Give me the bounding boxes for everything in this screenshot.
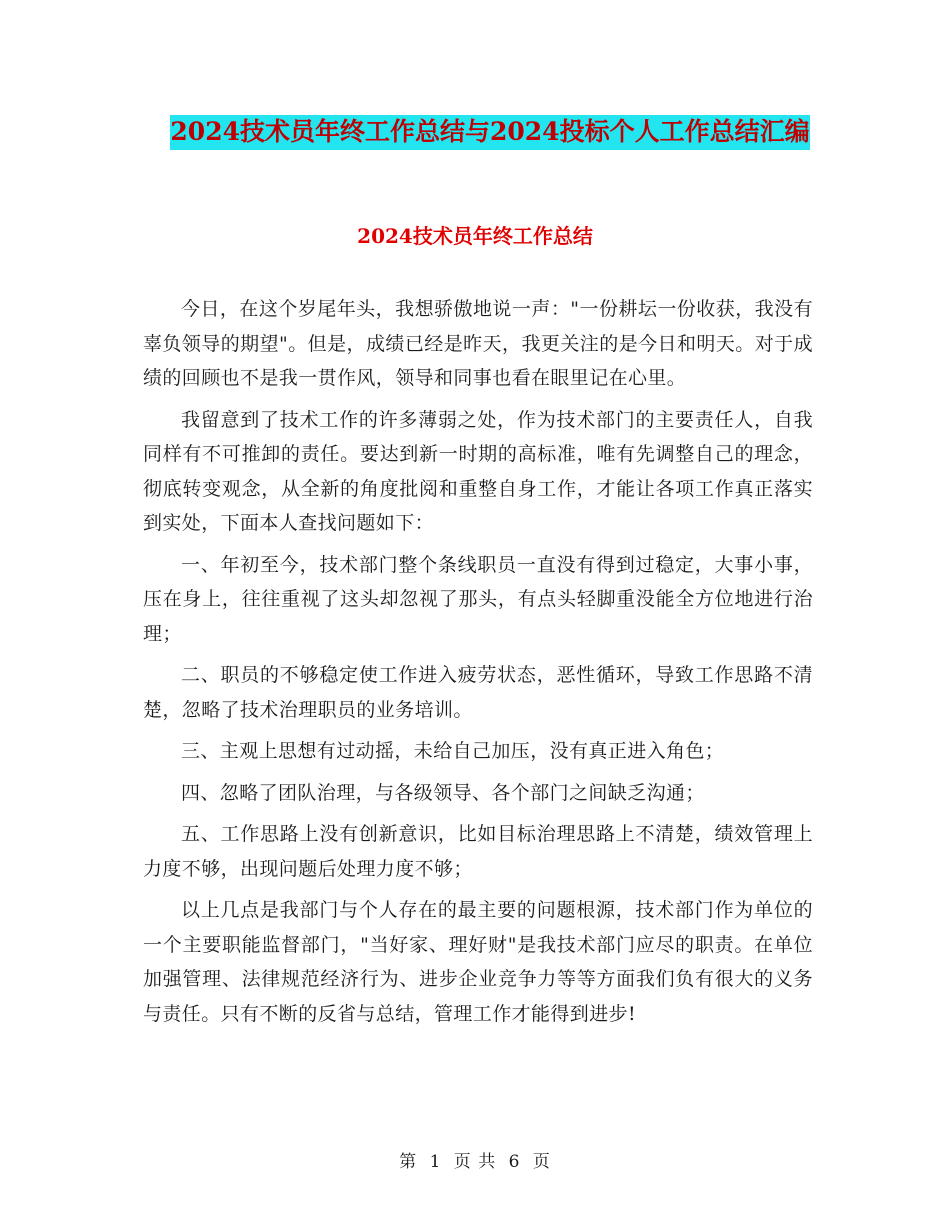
footer-mid: 页 共 bbox=[453, 1152, 497, 1172]
paragraph: 三、主观上思想有过动摇，未给自己加压，没有真正进入角色； bbox=[181, 740, 725, 762]
paragraph: 一、年初至今，技术部门整个条线职员一直没有得到过稳定，大事小事，压在身上，往往重视了这头却忽视了那头，有点头轻脚重没能全方位地进行治理； bbox=[143, 553, 813, 645]
document-title bbox=[140, 108, 840, 156]
footer-suffix: 页 bbox=[532, 1152, 551, 1172]
paragraph: 以上几点是我部门与个人存在的最主要的问题根源，技术部门作为单位的一个主要职能监督部门，"当好家、理好财"是我技术部门应尽的职责。在单位加强管理、法律规范经济行为、进步企业竞争力等等方面我们负有很大的义务与责任。只有不断的反省与总结，管理工作才能得到进步! bbox=[143, 899, 813, 1025]
section-title: 2024技术员年终工作总结 bbox=[357, 224, 593, 248]
paragraph: 四、忽略了团队治理，与各级领导、各个部门之间缺乏沟通； bbox=[181, 781, 705, 804]
document-title-text: 2024技术员年终工作总结与2024投标个人工作总结汇编 bbox=[170, 115, 809, 150]
page-number: 1 bbox=[429, 1152, 442, 1172]
page-total: 6 bbox=[508, 1152, 521, 1172]
paragraph: 二、职员的不够稳定使工作进入疲劳状态，恶性循环，导致工作思路不清楚，忽略了技术治理职员的业务培训。 bbox=[143, 664, 813, 721]
paragraph: 今日，在这个岁尾年头，我想骄傲地说一声："一份耕坛一份收获，我没有辜负领导的期望"。但是，成绩已经是昨天，我更关注的是今日和明天。对于成绩的回顾也不是我一贯作风，领导和同事也看在眼里记在心里。 bbox=[143, 298, 813, 389]
document-body bbox=[143, 292, 813, 1031]
footer-prefix: 第 bbox=[399, 1152, 418, 1172]
page-footer bbox=[0, 1151, 950, 1173]
paragraph: 我留意到了技术工作的许多薄弱之处，作为技术部门的主要责任人，自我同样有不可推卸的责任。要达到新一时期的高标准，唯有先调整自己的理念，彻底转变观念，从全新的角度批阅和重整自身工作，才能让各项工作真正落实到实处，下面本人查找问题如下： bbox=[143, 408, 813, 534]
paragraph: 五、工作思路上没有创新意识，比如目标治理思路上不清楚，绩效管理上力度不够，出现问题后处理力度不够； bbox=[143, 823, 813, 880]
